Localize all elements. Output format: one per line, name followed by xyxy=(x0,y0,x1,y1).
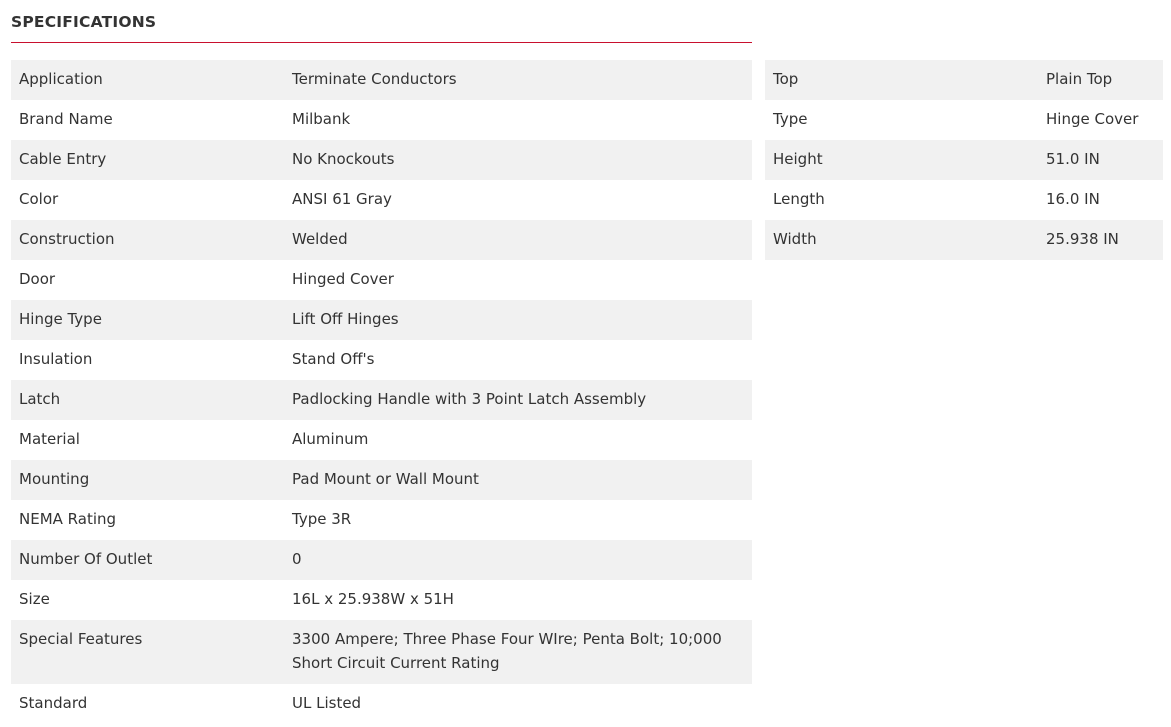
spec-row-type xyxy=(765,100,1163,140)
spec-label: Special Features xyxy=(19,630,143,648)
spec-row-construction xyxy=(11,220,752,260)
spec-label: Cable Entry xyxy=(19,150,107,168)
spec-value: Padlocking Handle with 3 Point Latch Assembly xyxy=(292,390,647,408)
spec-label: NEMA Rating xyxy=(19,510,117,528)
spec-row-height xyxy=(765,140,1163,180)
spec-row-application xyxy=(11,60,752,100)
spec-row-special-features xyxy=(11,620,752,684)
spec-value: No Knockouts xyxy=(292,150,395,168)
title-divider xyxy=(11,42,752,43)
spec-value: Hinged Cover xyxy=(292,270,394,288)
spec-label: Top xyxy=(773,70,799,88)
spec-value: Lift Off Hinges xyxy=(292,310,399,328)
spec-row-hinge-type xyxy=(11,300,752,340)
spec-value: UL Listed xyxy=(292,694,362,712)
spec-value: 3300 Ampere; Three Phase Four WIre; Penta Bolt; 10;000 Short Circuit Current Rating xyxy=(292,630,722,672)
spec-label: Application xyxy=(19,70,103,88)
spec-label: Height xyxy=(773,150,823,168)
spec-label: Material xyxy=(19,430,80,448)
spec-label: Width xyxy=(773,230,817,248)
spec-row-insulation xyxy=(11,340,752,380)
spec-row-latch xyxy=(11,380,752,420)
spec-label: Standard xyxy=(19,694,88,712)
spec-value: Milbank xyxy=(292,110,351,128)
spec-row-top xyxy=(765,60,1163,100)
spec-value: Type 3R xyxy=(292,510,352,528)
section-title: SPECIFICATIONS xyxy=(11,13,157,31)
spec-row-cable-entry xyxy=(11,140,752,180)
spec-row-length xyxy=(765,180,1163,220)
spec-row-number-of-outlet xyxy=(11,540,752,580)
spec-row-standard xyxy=(11,684,752,724)
spec-value: 25.938 IN xyxy=(1046,230,1119,248)
spec-row-material xyxy=(11,420,752,460)
spec-value: 51.0 IN xyxy=(1046,150,1100,168)
spec-row-nema-rating xyxy=(11,500,752,540)
spec-label: Type xyxy=(773,110,808,128)
spec-value: 0 xyxy=(292,550,302,568)
spec-label: Size xyxy=(19,590,50,608)
spec-value: Plain Top xyxy=(1046,70,1113,88)
spec-value: Hinge Cover xyxy=(1046,110,1139,128)
spec-value: Terminate Conductors xyxy=(292,70,457,88)
spec-value: Aluminum xyxy=(292,430,369,448)
spec-label: Insulation xyxy=(19,350,93,368)
spec-value: 16L x 25.938W x 51H xyxy=(292,590,454,608)
spec-value: Pad Mount or Wall Mount xyxy=(292,470,479,488)
spec-value: Welded xyxy=(292,230,348,248)
spec-row-mounting xyxy=(11,460,752,500)
spec-value: Stand Off's xyxy=(292,350,375,368)
spec-label: Construction xyxy=(19,230,115,248)
spec-value: ANSI 61 Gray xyxy=(292,190,392,208)
specifications-table-right xyxy=(765,60,1163,260)
specifications-table-left xyxy=(11,60,752,724)
spec-label: Latch xyxy=(19,390,61,408)
spec-row-width xyxy=(765,220,1163,260)
spec-label: Brand Name xyxy=(19,110,113,128)
spec-row-door xyxy=(11,260,752,300)
spec-row-color xyxy=(11,180,752,220)
spec-label: Length xyxy=(773,190,825,208)
spec-label: Number Of Outlet xyxy=(19,550,153,568)
spec-label: Hinge Type xyxy=(19,310,102,328)
spec-row-size xyxy=(11,580,752,620)
spec-label: Color xyxy=(19,190,59,208)
spec-label: Door xyxy=(19,270,56,288)
spec-label: Mounting xyxy=(19,470,90,488)
spec-value: 16.0 IN xyxy=(1046,190,1100,208)
spec-row-brand-name xyxy=(11,100,752,140)
